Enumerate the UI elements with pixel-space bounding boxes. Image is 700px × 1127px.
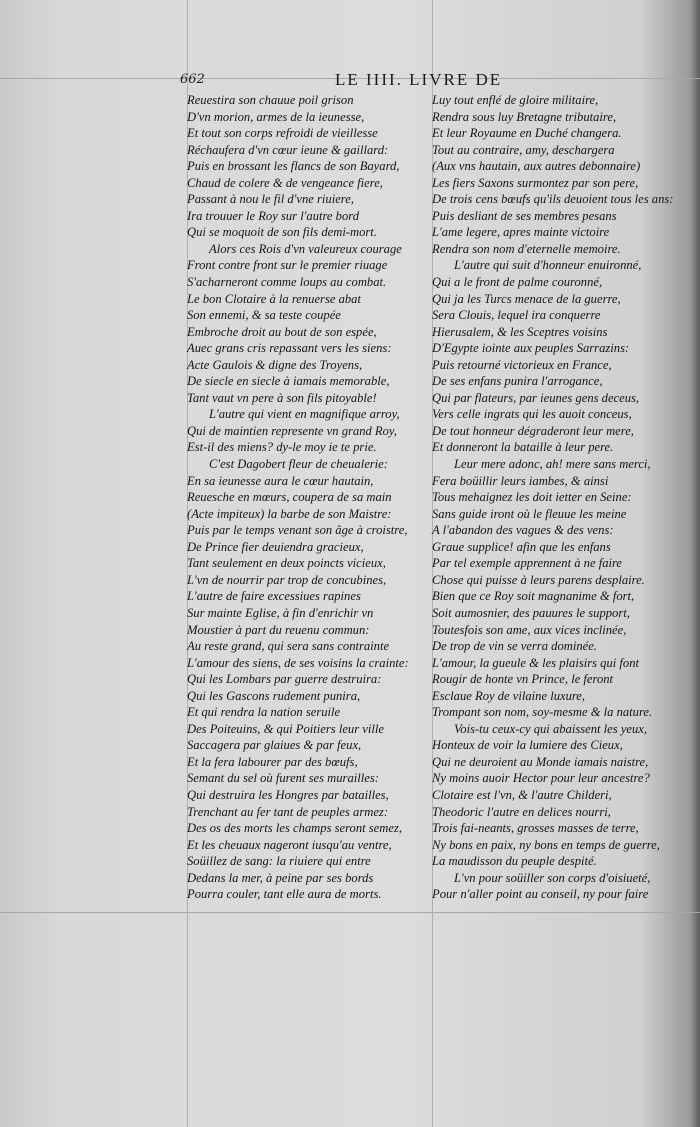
- verse-line: Rendra son nom d'eternelle memoire.: [432, 241, 621, 256]
- verse-line: Dedans la mer, à peine par ses bords: [187, 870, 374, 885]
- verse-line: Luy tout enflé de gloire militaire,: [432, 93, 599, 107]
- verse-line: Trompant son nom, soy-mesme & la nature.: [432, 705, 653, 720]
- verse-line: Alors ces Rois d'vn valeureux courage: [209, 241, 402, 256]
- verse-line: De ses enfans punira l'arrogance,: [432, 374, 603, 389]
- verse-line: S'acharneront comme loups au combat.: [187, 275, 387, 290]
- verse-line: Son ennemi, & sa teste coupée: [187, 308, 341, 323]
- verse-line: Qui a le front de palme couronné,: [432, 275, 603, 290]
- verse-line: Vois-tu ceux-cy qui abaissent les yeux,: [454, 721, 648, 736]
- verse-line: Auec grans cris repassant vers les siens:: [187, 341, 392, 356]
- verse-line: De Prince fier deuiendra gracieux,: [187, 539, 364, 554]
- verse-line: Le bon Clotaire à la renuerse abat: [187, 291, 361, 306]
- verse-line: L'vn pour soüiller son corps d'oisiueté,: [454, 870, 651, 885]
- verse-line: Réchaufera d'vn cœur ieune & gaillard:: [187, 142, 389, 157]
- left-verse-column: [187, 92, 425, 903]
- verse-line: Soüillez de sang: la riuiere qui entre: [187, 854, 371, 869]
- verse-line: Tout au contraire, amy, deschargera: [432, 142, 615, 157]
- verse-line: De tout honneur dégraderont leur mere,: [432, 423, 634, 438]
- verse-line: Puis en brossant les flancs de son Bayard,: [187, 159, 400, 174]
- verse-line: Soit aumosnier, des pauures le support,: [432, 605, 630, 620]
- verse-line: Puis retourné victorieux en France,: [432, 357, 612, 372]
- verse-line: Tant seulement en deux poincts vicieux,: [187, 556, 386, 571]
- verse-line: Ny bons en paix, ny bons en temps de guerre,: [432, 837, 660, 852]
- verse-line: Par tel exemple apprennent à ne faire: [432, 556, 623, 571]
- verse-line: Les fiers Saxons surmontez par son pere,: [432, 175, 639, 190]
- verse-line: L'autre de faire excessiues rapines: [187, 589, 361, 604]
- verse-line: Et tout son corps refroidi de vieillesse: [187, 126, 378, 141]
- verse-line: Qui par flateurs, par ieunes gens deceus,: [432, 390, 640, 405]
- verse-line: Toutesfois son ame, aux vices inclinée,: [432, 622, 627, 637]
- verse-line: Semant du sel où furent ses murailles:: [187, 771, 379, 786]
- verse-line: Est-il des miens? dy-le moy ie te prie.: [187, 440, 377, 455]
- verse-line: Qui les Lombars par guerre destruira:: [187, 672, 382, 687]
- verse-line: Ny moins auoir Hector pour leur ancestre?: [432, 771, 650, 786]
- verse-line: Trois fai-neants, grosses masses de terre,: [432, 821, 639, 836]
- verse-line: Des Poiteuins, & qui Poitiers leur ville: [187, 721, 384, 736]
- verse-line: L'amour, la gueule & les plaisirs qui font: [432, 655, 640, 670]
- verse-line: Passant à nou le fil d'vne riuiere,: [187, 192, 354, 207]
- verse-line: Tant vaut vn pere à son fils pitoyable!: [187, 390, 377, 405]
- verse-line: Acte Gaulois & digne des Troyens,: [187, 357, 363, 372]
- verse-line: Sur mainte Eglise, à fin d'enrichir vn: [187, 605, 374, 620]
- verse-line: Sera Clouis, lequel ira conquerre: [432, 308, 601, 323]
- verse-line: Theodoric l'autre en delices nourri,: [432, 804, 611, 819]
- verse-line: Ira trouuer le Roy sur l'autre bord: [187, 208, 359, 223]
- verse-line: L'ame legere, apres mainte victoire: [432, 225, 610, 240]
- verse-line: Au reste grand, qui sera sans contrainte: [187, 639, 390, 654]
- verse-line: A l'abandon des vagues & des vens:: [432, 523, 614, 538]
- verse-line: Des os des morts les champs seront semez,: [187, 821, 403, 836]
- verse-line: Tous mehaignez les doit ietter en Seine:: [432, 490, 632, 505]
- verse-line: Embroche droit au bout de son espée,: [187, 324, 377, 339]
- verse-line: Esclaue Roy de vilaine luxure,: [432, 688, 586, 703]
- verse-line: Leur mere adonc, ah! mere sans merci,: [454, 457, 651, 472]
- verse-line: Saccagera par glaiues & par feux,: [187, 738, 362, 753]
- verse-line: Reuesche en mœurs, coupera de sa main: [187, 490, 392, 505]
- verse-line: Pour n'aller point au conseil, ny pour faire: [432, 887, 649, 902]
- verse-line: Puis desliant de ses membres pesans: [432, 208, 617, 223]
- verse-line: De trop de vin se verra dominée.: [432, 639, 597, 654]
- verse-line: Clotaire est l'vn, & l'autre Childeri,: [432, 787, 612, 802]
- verse-line: Chose qui puisse à leurs parens desplaire.: [432, 572, 645, 587]
- verse-line: D'vn morion, armes de la ieunesse,: [187, 109, 365, 124]
- verse-line: Fera boüillir leurs iambes, & ainsi: [432, 473, 609, 488]
- verse-line: Qui les Gascons rudement punira,: [187, 688, 361, 703]
- verse-line: D'Egypte iointe aux peuples Sarrazins:: [432, 341, 630, 356]
- verse-line: Et les cheuaux nageront iusqu'au ventre,: [187, 837, 392, 852]
- verse-line: (Aux vns hautain, aux autres debonnaire): [432, 159, 641, 174]
- verse-line: La maudisson du peuple despité.: [432, 854, 597, 869]
- verse-line: Rendra sous luy Bretagne tributaire,: [432, 109, 617, 124]
- verse-line: Qui destruira les Hongres par batailles,: [187, 787, 389, 802]
- verse-line: De trois cens bœufs qu'ils deuoient tous les ans:: [432, 192, 674, 207]
- verse-line: Chaud de colere & de vengeance fiere,: [187, 175, 383, 190]
- verse-line: Et qui rendra la nation seruile: [187, 705, 341, 720]
- verse-line: Pourra couler, tant elle aura de morts.: [187, 887, 382, 902]
- page-number: 662: [180, 72, 205, 87]
- margin-rule-bottom: [0, 912, 700, 913]
- verse-line: L'vn de nourrir par trop de concubines,: [187, 572, 387, 587]
- verse-line: Vers celle ingrats qui les auoit conceus,: [432, 407, 632, 422]
- verse-line: Sans guide iront où le fleuue les meine: [432, 506, 627, 521]
- verse-line: Graue supplice! afin que les enfans: [432, 539, 611, 554]
- right-verse-column: [432, 92, 672, 903]
- verse-line: C'est Dagobert fleur de cheualerie:: [209, 457, 388, 472]
- verse-line: Qui ja les Turcs menace de la guerre,: [432, 291, 621, 306]
- verse-line: Qui ne deuroient au Monde iamais naistre,: [432, 754, 649, 769]
- verse-line: Et la fera labourer par des bœufs,: [187, 754, 358, 769]
- verse-line: Et donneront la bataille à leur pere.: [432, 440, 614, 455]
- verse-line: Bien que ce Roy soit magnanime & fort,: [432, 589, 635, 604]
- verse-line: (Acte impiteux) la barbe de son Maistre:: [187, 506, 392, 521]
- verse-line: De siecle en siecle à iamais memorable,: [187, 374, 390, 389]
- verse-line: Rougir de honte vn Prince, le feront: [432, 672, 614, 687]
- verse-line: Qui se moquoit de son fils demi-mort.: [187, 225, 377, 240]
- verse-line: L'amour des siens, de ses voisins la crainte:: [187, 655, 409, 670]
- running-title: LE IIII. LIVRE DE: [335, 70, 503, 89]
- verse-line: Reuestira son chauue poil grison: [187, 93, 354, 107]
- verse-line: Trenchant au fer tant de peuples armez:: [187, 804, 389, 819]
- verse-line: Hierusalem, & les Sceptres voisins: [432, 324, 608, 339]
- verse-line: L'autre qui suit d'honneur enuironné,: [454, 258, 642, 273]
- verse-line: Puis par le temps venant son âge à croistre,: [187, 523, 408, 538]
- verse-line: Et leur Royaume en Duché changera.: [432, 126, 622, 141]
- verse-line: En sa ieunesse aura le cœur hautain,: [187, 473, 374, 488]
- page-header: [180, 70, 670, 92]
- verse-line: Qui de maintien represente vn grand Roy,: [187, 423, 397, 438]
- verse-line: Front contre front sur le premier riuage: [187, 258, 388, 273]
- verse-line: Honteux de voir la lumiere des Cieux,: [432, 738, 623, 753]
- verse-line: L'autre qui vient en magnifique arroy,: [209, 407, 400, 422]
- verse-line: Moustier à part du reuenu commun:: [187, 622, 370, 637]
